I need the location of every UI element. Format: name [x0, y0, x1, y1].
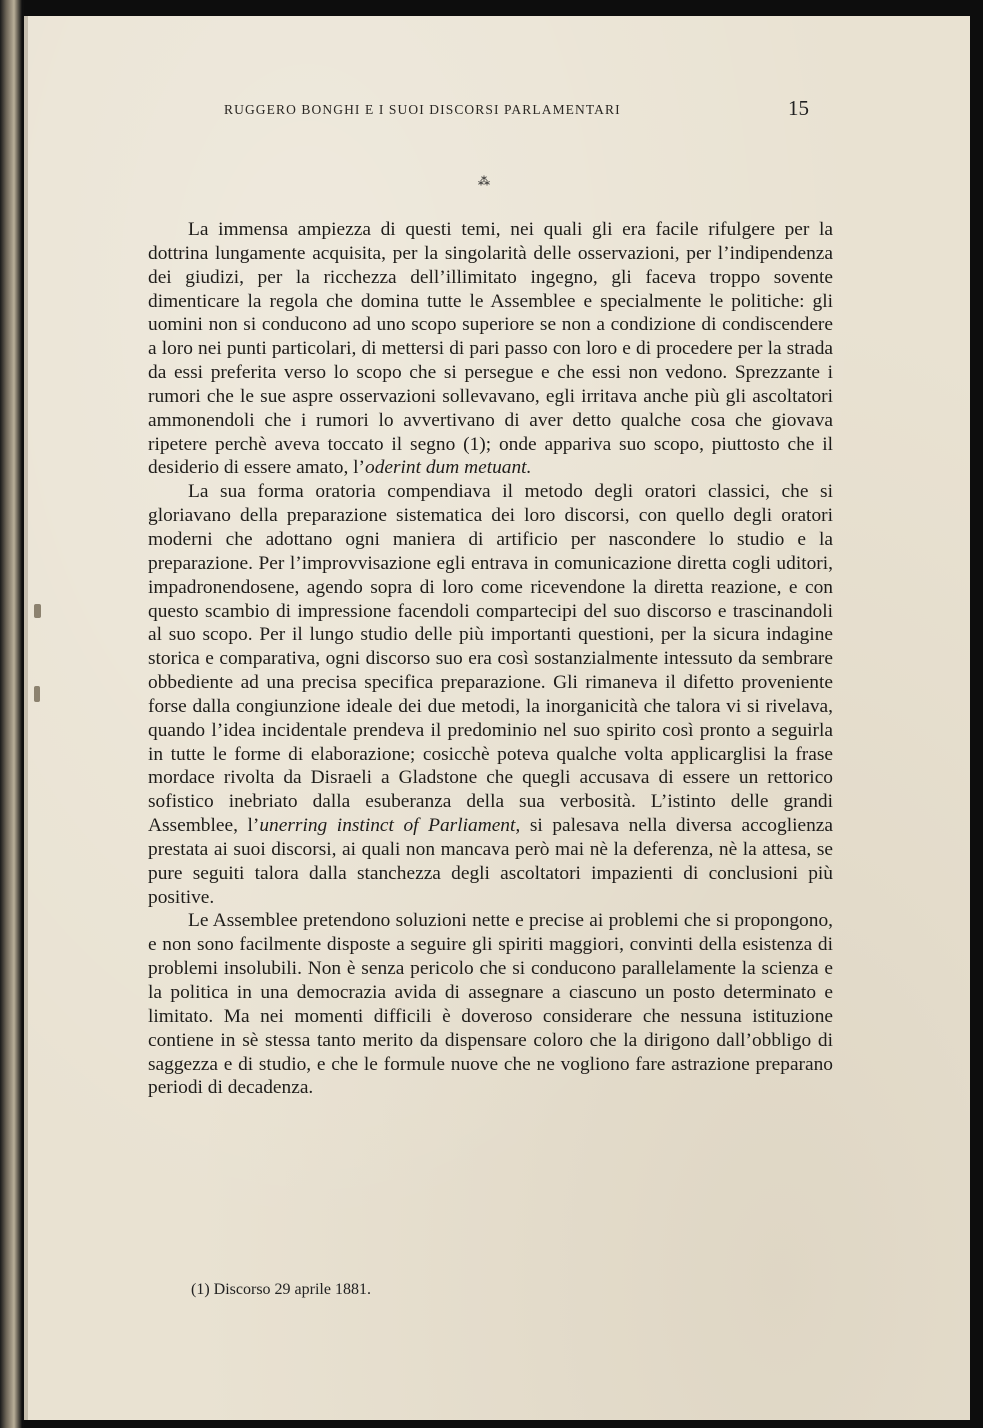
- margin-mark: [34, 604, 41, 618]
- paragraph-text: La immensa ampiezza di questi temi, nei quali gli era facile rifulgere per la dottrina lungamente acquisita, per la singolarità delle osservazioni, per l’indipendenza dei giudizi, per la ricchezza dell’illimitato ingegno, gli faceva troppo sovente dimenticare la regola che domina tutte le Assemblee e specialmente le politiche: gli uomini non si conducono ad uno scopo superiore se non a condizione di condiscendere a loro nei punti particolari, di mettersi di pari passo con loro e di procedere per la strada da essi preferita verso lo scopo che si persegue e che essi non vedono. Sprezzante i rumori che le sue aspre osservazioni sollevavano, egli irritava anche più gli ascoltatori ammonendoli che i rumori lo avvertivano di aver detto qualche cosa che giovava ripetere perchè aveva toccato il segno (1); onde appariva suo scopo, piuttosto che il desiderio di essere amato, l’: [148, 219, 833, 479]
- book-page: [24, 16, 970, 1420]
- paragraph-text: Le Assemblee pretendono soluzioni nette e precise ai problemi che si propongono, e non sono facilmente disposte a seguire gli spiriti maggiori, convinti della esistenza di problemi insolubili. Non è senza pericolo che si conducono parallelamente la scienza e la politica in una democrazia avida di assegnare a ciascuno un posto determinato e limitato. Ma nei momenti difficili è doveroso considerare che nessuna istituzione contiene in sè stessa tanto merito da dispensare coloro che la dirigono dall’obbligo di saggezza e di studio, e che le formule nuove che ne vogliono fare astrazione preparano periodi di decadenza.: [148, 910, 833, 1099]
- running-title: RUGGERO BONGHI E I SUOI DISCORSI PARLAMENTARI: [224, 102, 621, 117]
- paragraph: [148, 909, 833, 1100]
- page-number: 15: [788, 96, 809, 120]
- binding-edge: [0, 0, 24, 1428]
- paragraph: [148, 218, 833, 480]
- footnote: (1) Discorso 29 aprile 1881.: [191, 1281, 371, 1298]
- italic-phrase: oderint dum metuant.: [365, 457, 532, 479]
- paragraph-text: si palesava nella diversa accoglienza prestata ai suoi discorsi, ai quali non mancava però mai nè la deferenza, nè la attesa, se pure seguiti talora dalla stanchezza degli ascoltatori impazienti di conclusioni più positive.: [148, 815, 833, 908]
- italic-phrase: unerring instinct of Parliament,: [259, 815, 521, 837]
- page-header: [144, 96, 844, 126]
- page-fold-shadow: [24, 16, 28, 1420]
- paragraph-text: La sua forma oratoria compendiava il metodo degli oratori classici, che si gloriavano della preparazione sistematica dei loro discorsi, con quello degli oratori moderni che adottano ogni maniera di artificio per nascondere lo studio e la preparazione. Per l’improvvisazione egli entrava in comunicazione diretta cogli uditori, impadronendosene, agendo sopra di loro come ricevendone la diretta reazione, e con questo scambio di impressione facendoli compartecipi del suo discorso e trascinandoli al suo scopo. Per il lungo studio delle più importanti questioni, per la sicura indagine storica e comparativa, ogni discorso suo era così sostanzialmente intessuto da sembrare obbediente ad una precisa specifica preparazione. Gli rimaneva il difetto proveniente forse dalla congiunzione ideale dei due metodi, la inorganicità che talora vi si rivelava, quando l’idea incidentale prendeva il predominio nel suo spirito così pronto a seguirla in tutte le forme di elaborazione; cosicchè poteva qualche volta applicarglisi la frase mordace rivolta da Disraeli a Gladstone che quegli accusava di essere un rettorico sofistico inebriato dalla esuberanza della sua verbosità. L’istinto delle grandi Assemblee, l’: [148, 481, 833, 837]
- paragraph: [148, 480, 833, 909]
- body-text: [148, 218, 833, 1100]
- section-break-asterism: ⁂: [478, 174, 490, 188]
- margin-mark: [34, 686, 40, 702]
